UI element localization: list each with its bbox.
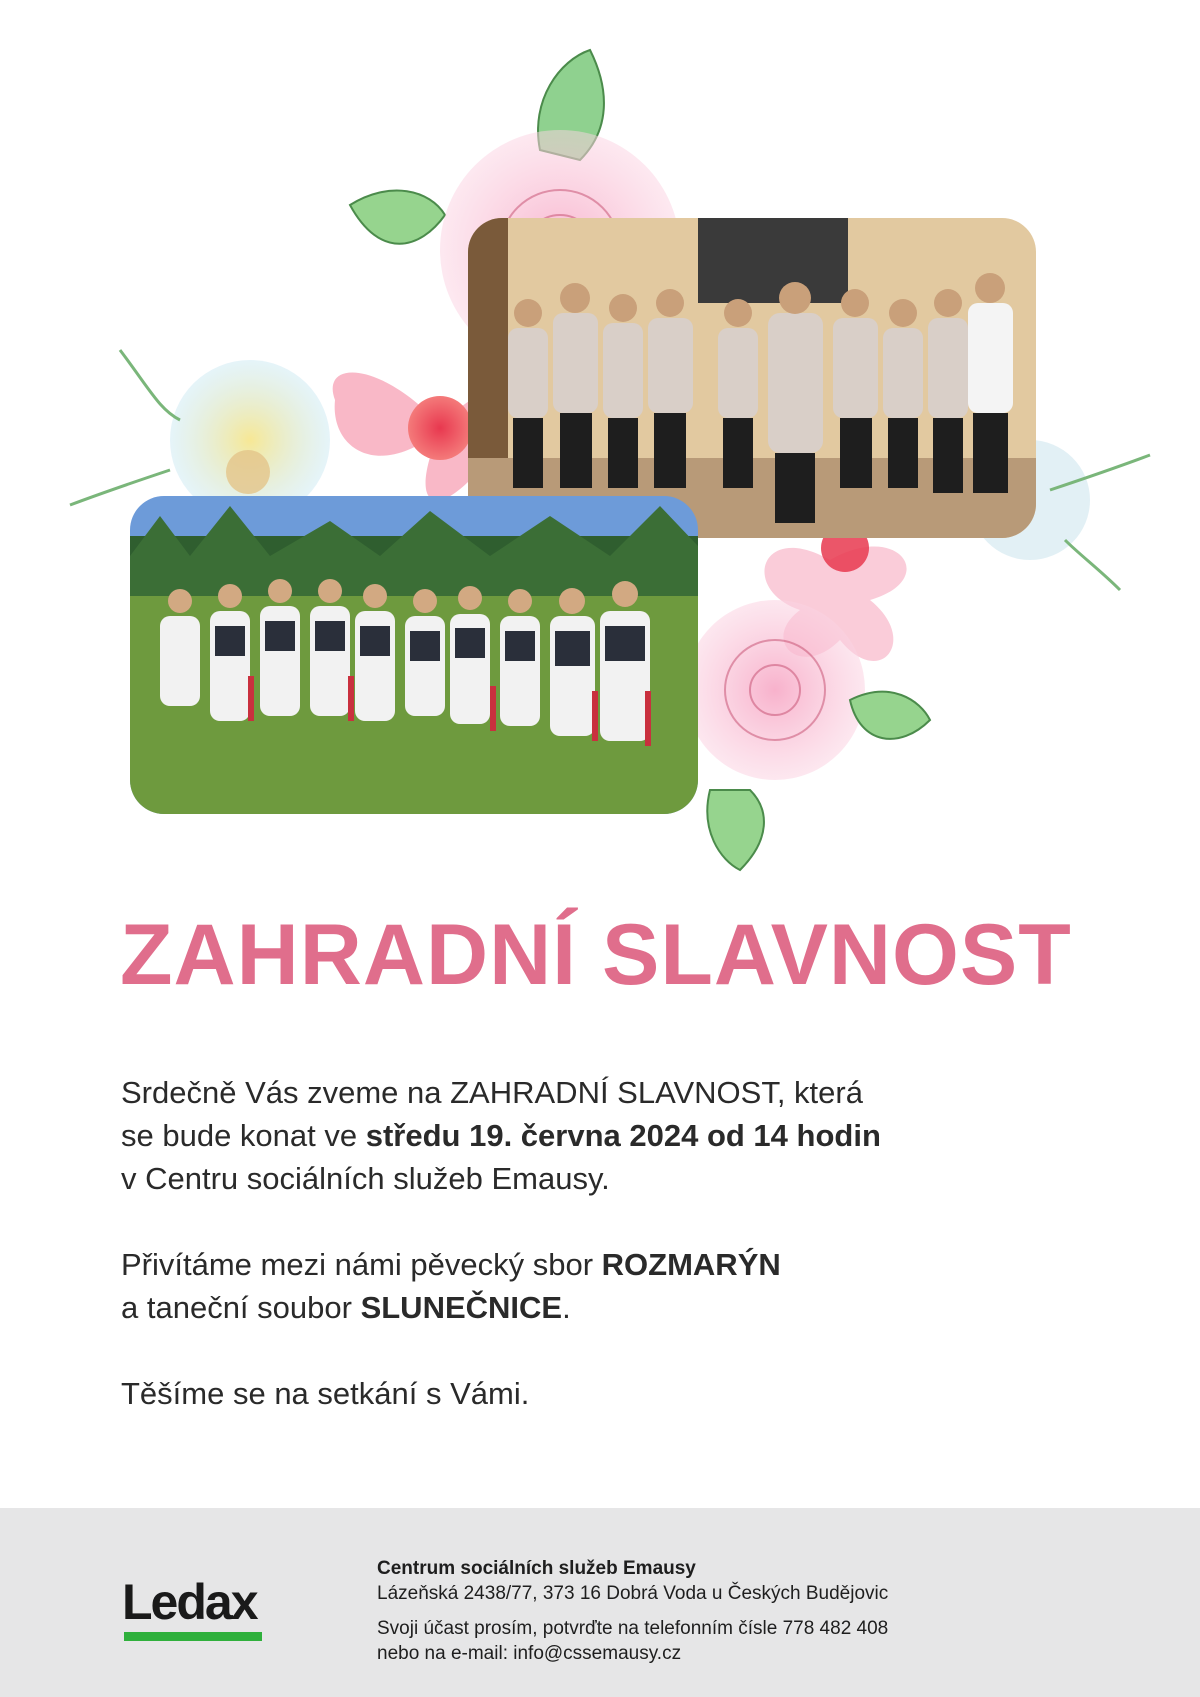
logo-bar <box>124 1632 262 1641</box>
contact-info <box>377 1556 888 1666</box>
punctuation: . <box>562 1290 571 1325</box>
invitation-line: Srdečně Vás zveme na ZAHRADNÍ SLAVNOST, která <box>121 1075 863 1110</box>
choir-photo <box>468 218 1036 538</box>
invitation-line: a taneční soubor <box>121 1290 361 1325</box>
leaf-left <box>350 191 445 244</box>
logo-text: Ledax <box>122 1574 257 1630</box>
invitation-paragraph-3 <box>121 1372 1081 1415</box>
rsvp-phone: Svoji účast prosím, potvrďte na telefonním čísle 778 482 408 <box>377 1618 889 1639</box>
invitation-line: Přivítáme mezi námi pěvecký sbor <box>121 1247 602 1282</box>
footer <box>0 1508 1200 1697</box>
ledax-logo <box>122 1576 264 1644</box>
invitation-line: v Centru sociálních služeb Emausy. <box>121 1161 610 1196</box>
dancers-photo <box>130 496 698 814</box>
leaf-right <box>850 692 930 739</box>
event-date-time: středu 19. června 2024 od 14 hodin <box>365 1118 881 1153</box>
invitation-line: Těšíme se na setkání s Vámi. <box>121 1376 530 1411</box>
dance-group-name: SLUNEČNICE <box>360 1290 563 1325</box>
flower-rose <box>685 600 865 780</box>
choir-name: ROZMARÝN <box>601 1247 781 1282</box>
leaf-bottom <box>707 790 764 870</box>
invitation-paragraph-2 <box>121 1243 1081 1329</box>
rsvp-email: nebo na e-mail: info@cssemausy.cz <box>377 1643 682 1664</box>
invitation-line: se bude konat ve <box>121 1118 366 1153</box>
organization-name: Centrum sociálních služeb Emausy <box>377 1558 696 1579</box>
invitation-text <box>121 1071 1081 1458</box>
event-title: ZAHRADNÍ SLAVNOST <box>120 907 1072 1003</box>
address: Lázeňská 2438/77, 373 16 Dobrá Voda u Českých Budějovic <box>377 1583 889 1604</box>
invitation-paragraph-1 <box>121 1071 1081 1200</box>
